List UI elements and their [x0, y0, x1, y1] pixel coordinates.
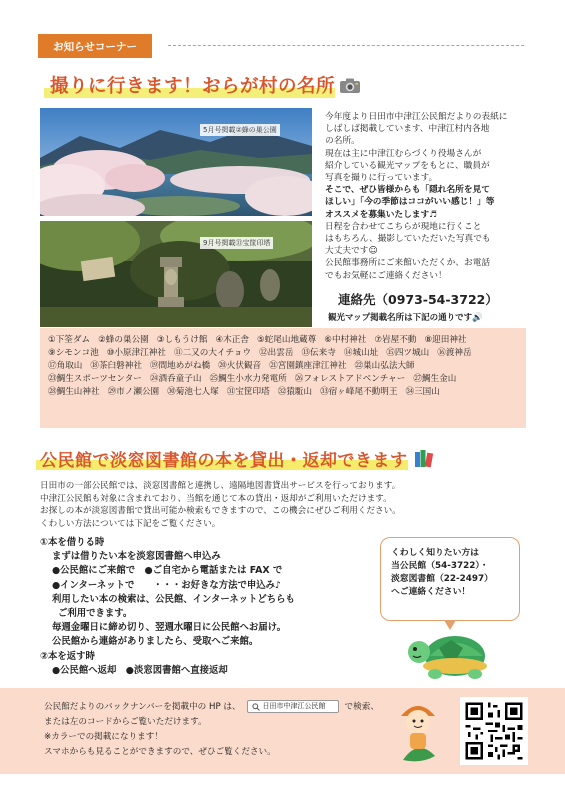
bubble-line: 当公民館（54-3722）・: [391, 561, 489, 571]
body-line: お探しの本が淡窓図書館で貸出可能か検索もできますので、この機会にぜひご利用ください。: [40, 506, 401, 517]
intro-line: 写真を撮りに行っています。: [325, 173, 438, 184]
footer-line1-after: で検索、: [344, 702, 379, 712]
spot-item: ⑧迎田神社: [424, 335, 467, 345]
spot-item: ⑱茶臼磐神社: [90, 360, 142, 371]
step-heading: ①本を借りる時: [40, 537, 105, 548]
spot-item: ⑳火伏観音: [218, 360, 262, 371]
footer-line-1: [44, 700, 434, 715]
spot-item: ⑪二又の大イチョウ: [173, 347, 252, 358]
section1-title: [50, 70, 361, 100]
spot-item: ㉔酒呑童子山: [149, 373, 202, 384]
section2-title: [40, 446, 434, 471]
dashed-divider: [168, 45, 524, 46]
intro-line: 日程を合わせてこちらが現地に行くこと: [325, 221, 482, 232]
section1-intro: [325, 111, 525, 282]
step-heading: ②本を返す時: [40, 650, 95, 662]
mascot-character-icon: [395, 698, 441, 764]
spot-item: ㉞三国山: [405, 386, 440, 397]
spots-list-panel: [40, 328, 526, 428]
spot-item: ⑭城山址: [343, 347, 379, 358]
footer-panel: [0, 688, 565, 774]
turtle-icon: [405, 626, 495, 680]
photo-hachinosu-park: [40, 108, 312, 216]
spot-item: ⑮四ツ城山: [386, 347, 430, 358]
spot-item: ⑰角取山: [48, 360, 83, 371]
bubble-line: へご連絡ください！: [391, 587, 471, 597]
search-box-text: 日田市中津江公民館: [262, 702, 326, 710]
step-line: 公民館から連絡がありましたら、受取へご来館。: [52, 636, 259, 648]
camera-icon: [339, 77, 361, 94]
notice-corner-tab: [38, 34, 152, 58]
books-icon: [414, 449, 434, 469]
notice-corner-label: お知らせコーナー: [53, 40, 137, 53]
search-icon: [252, 703, 260, 711]
spot-item: ㉘鯛生山神社: [48, 386, 100, 397]
spots-list: [48, 334, 518, 399]
body-line: 中津江公民館も対象に含まれており、当館を通じて本の貸出・返却がご利用いただけます。: [40, 493, 392, 504]
intro-line: そこで、ぜひ皆様からも「隠れ名所を見て: [325, 185, 490, 196]
body-line: くわしい方法については下記をご覧ください。: [40, 518, 221, 529]
spot-item: ㉖フォレストアドベンチャー: [294, 373, 406, 384]
spot-item: ③しもうけ館: [156, 335, 208, 345]
spot-item: ㉙市ノ瀬公園: [107, 386, 160, 397]
footer-line-4: スマホからも見ることができますので、ぜひご覧ください。: [44, 747, 276, 757]
qr-code[interactable]: [460, 697, 528, 765]
spot-item: ㉕鯛生小水力発電所: [209, 373, 287, 384]
step-line: ●インターネットで ・・・お好きな方法で申込み♪: [52, 579, 281, 591]
photo-hokyointo: [40, 221, 312, 327]
spot-item: ⑲間地めがね橋: [149, 360, 211, 371]
body-line: 日田市の一部公民館では、淡窓図書館と連携し、遠隔地図書貸出サービスを行っております。: [40, 481, 401, 491]
spot-item: ㉚菊池七人塚: [167, 386, 219, 397]
contact-phone: 連絡先（0973-54-3722）: [338, 292, 498, 307]
spot-item: ㉒巣山弘法大師: [354, 360, 415, 371]
section2-title-text: 公民館で淡窓図書館の本を貸出・返却できます: [40, 451, 408, 471]
intro-line: 今年度より日田市中津江公民館だよりの表紙に: [325, 112, 508, 122]
intro-line: 現在は主に中津江むらづくり役場さんが: [325, 148, 482, 159]
intro-line: ほしい」「今の季節はココがいい感じ！」等: [325, 197, 495, 208]
photo1-caption: 5月号掲載②蜂の巣公園: [200, 124, 280, 136]
spot-item: ㉑宮園鎮座津江神社: [269, 360, 347, 371]
intro-line: でもお気軽にご連絡ください！: [325, 270, 447, 281]
lending-steps: [40, 536, 376, 678]
spot-item: ⑥中村神社: [324, 335, 367, 345]
map-note: 観光マップ掲載名所は下記の通りです🔊: [328, 313, 483, 323]
hp-search-box[interactable]: [247, 700, 339, 713]
intro-line: の名所。: [325, 136, 360, 147]
intro-line: 公民館事務所にご来館いただくか、お電話: [325, 258, 491, 269]
step-line: 毎週金曜日に締め切り、翌週水曜日に公民館へお届け。: [52, 622, 287, 634]
step-line: まずは借りたい本を淡窓図書館へ申込み: [52, 551, 221, 563]
contact-speech-bubble: [380, 537, 520, 621]
spot-item: ⑦岩屋不動: [374, 335, 417, 345]
step-line: 利用したい本の検索は、公民館、インターネットどちらも: [52, 593, 295, 605]
spot-item: ⑬伝来寺: [301, 347, 336, 358]
intro-line: はもちろん、撮影していただいた写真でも: [325, 234, 491, 245]
section2-body: [40, 480, 530, 530]
bubble-line: くわしく知りたい方は: [391, 548, 479, 558]
spot-item: ㉝宿ヶ峰尾不動明王: [320, 386, 398, 397]
footer-line1-before: 公民館だよりのバックナンバーを掲載中の HP は、: [44, 702, 241, 712]
spot-item: ㉜猿駈山: [277, 386, 313, 397]
step-line: ご利用できます。: [58, 608, 133, 620]
spot-item: ②蜂の巣公園: [98, 335, 149, 345]
footer-line-3: ※カラーでの掲載になります！: [44, 732, 163, 742]
spot-item: ⑤蛇尾山地蔵尊: [256, 335, 317, 345]
spot-item: ⑩小原津江神社: [106, 347, 166, 358]
spot-item: ⑫出雲岳: [259, 347, 294, 358]
intro-line: 大丈夫です☺: [325, 246, 378, 257]
section1-title-text: 撮りに行きます！おらが村の名所: [50, 76, 336, 97]
spot-item: ①下筌ダム: [48, 335, 91, 345]
photo2-caption: 9月号掲載㉛宝筐印塔: [200, 237, 273, 249]
bubble-line: 淡窓図書館（22-2497）: [391, 574, 493, 584]
spot-item: ④木正舎: [215, 335, 249, 345]
intro-line: オススメを募集いたします♬: [325, 209, 437, 220]
spot-item: ㉛宝筐印塔: [226, 386, 270, 397]
footer-text: [44, 700, 434, 760]
footer-line-2: または左のコードからご覧いただけます。: [44, 717, 207, 727]
step-line: ●公民館へ返却 ●淡窓図書館へ直接返却: [52, 664, 228, 676]
spot-item: ⑯渡神岳: [437, 347, 472, 358]
spot-item: ㉓鯛生スポーツセンター: [48, 373, 142, 384]
intro-line: しばしば掲載しています、中津江村内各地: [325, 124, 490, 135]
step-line: ●公民館にご来館で ●ご自宅から電話または FAX で: [52, 565, 283, 577]
intro-line: 紹介している観光マップをもとに、職員が: [325, 160, 490, 171]
spot-item: ⑨シモンコ池: [48, 347, 99, 358]
spot-item: ㉗鯛生金山: [413, 373, 457, 384]
